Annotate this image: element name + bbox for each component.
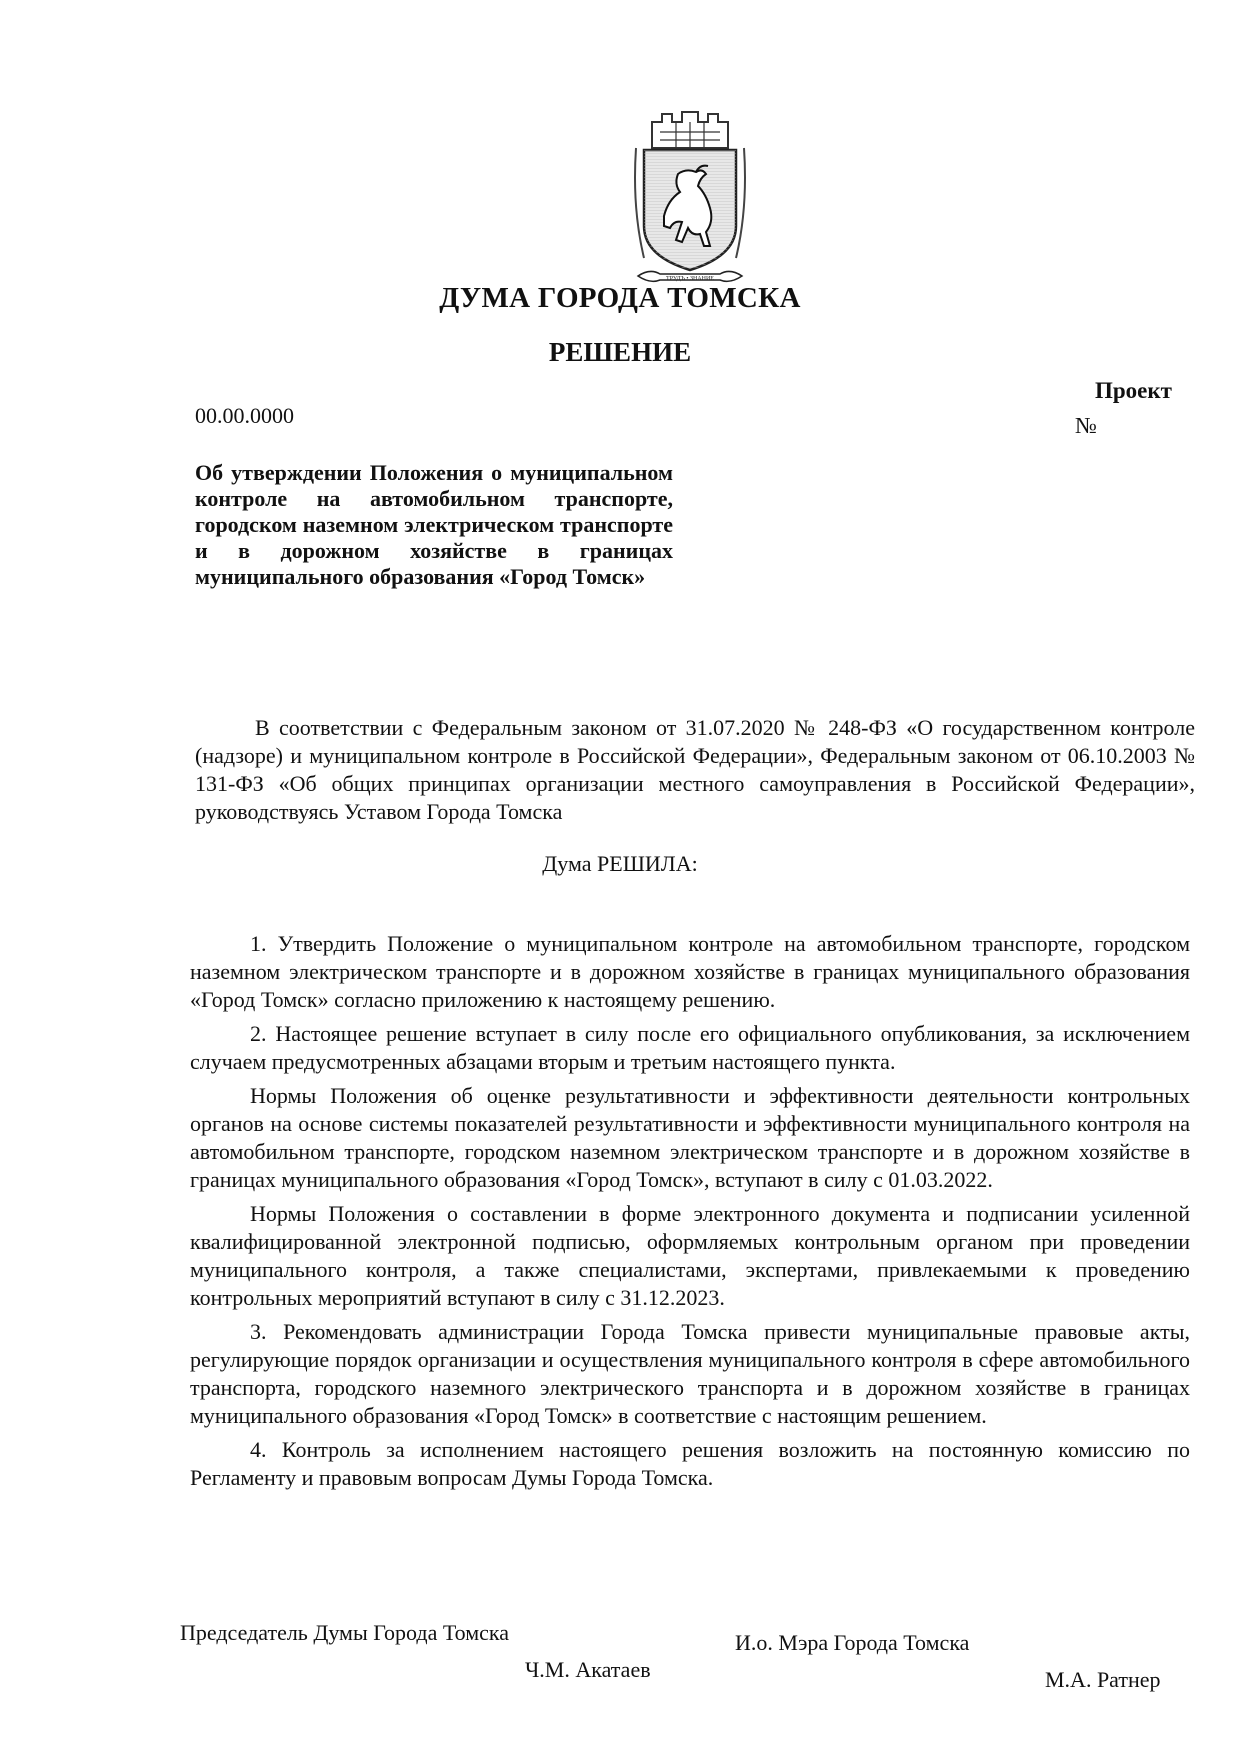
- document-date: 00.00.0000: [195, 403, 294, 428]
- organization-name: ДУМА ГОРОДА ТОМСКА: [439, 282, 801, 314]
- decision-item: 4. Контроль за исполнением настоящего решения возложить на постоянную комиссию по Регламенту и правовым вопросам Думы Города Томска.: [190, 1437, 1190, 1490]
- mayor-name: М.А. Ратнер: [1045, 1667, 1161, 1692]
- number-label: №: [1075, 413, 1097, 438]
- decision-items: [190, 930, 1190, 1498]
- draft-label: Проект: [1095, 378, 1172, 403]
- preamble-paragraph: В соответствии с Федеральным законом от 31.07.2020 № 248-ФЗ «О государственном контроле (надзоре) и муниципальном контроле в Российской Федерации», Федеральным законом от 06.10.2003 № 131-ФЗ «Об общих принципах организации местного самоуправления в Российской Федерации», руководствуясь Уставом Города Томска: [195, 715, 1195, 824]
- mayor-title: И.о. Мэра Города Томска: [735, 1630, 970, 1655]
- chair-title: Председатель Думы Города Томска: [180, 1620, 510, 1645]
- coat-of-arms-emblem: [630, 108, 750, 286]
- decision-item: 2. Настоящее решение вступает в силу после его официального опубликования, за исключением случаем предусмотренных абзацами вторым и третьим настоящего пункта.: [190, 1021, 1190, 1074]
- decision-item: 3. Рекомендовать администрации Города Томска привести муниципальные правовые акты, регулирующие порядок организации и осуществления муниципального контроля в сфере автомобильного транспорта, городского наземного электрического транспорта и в дорожном хозяйстве в границах муниципального образования «Город Томск» в соответствие с настоящим решением.: [190, 1319, 1190, 1428]
- document-subject: Об утверждении Положения о муниципальном контроле на автомобильном транспорте, городском наземном электрическом транспорте и в дорожном хозяйстве в границах муниципального образования «Город Томск»: [195, 460, 673, 589]
- document-type: РЕШЕНИЕ: [548, 337, 692, 367]
- emblem-motto: ТРУДЪ • ЗНАНИЕ: [666, 276, 714, 282]
- decision-item: Нормы Положения об оценке результативности и эффективности деятельности контрольных органов на основе системы показателей результативности и эффективности муниципального контроля на автомобильном транспорте, городском наземном электрическом транспорте и в дорожном хозяйстве в границах муниципального образования «Город Томск», вступают в силу с 01.03.2022.: [190, 1083, 1190, 1192]
- decision-item: Нормы Положения о составлении в форме электронного документа и подписании усиленной квалифицированной электронной подписью, оформляемых контрольным органом при проведении муниципального контроля, а также специалистами, экспертами, привлекаемыми к проведению контрольных мероприятий вступают в силу с 31.12.2023.: [190, 1201, 1190, 1310]
- decision-item: 1. Утвердить Положение о муниципальном контроле на автомобильном транспорте, городском наземном электрическом транспорте и в дорожном хозяйстве в границах муниципального образования «Город Томск» согласно приложению к настоящему решению.: [190, 931, 1190, 1012]
- decision-heading: Дума РЕШИЛА:: [542, 851, 698, 876]
- chair-name: Ч.М. Акатаев: [525, 1657, 651, 1682]
